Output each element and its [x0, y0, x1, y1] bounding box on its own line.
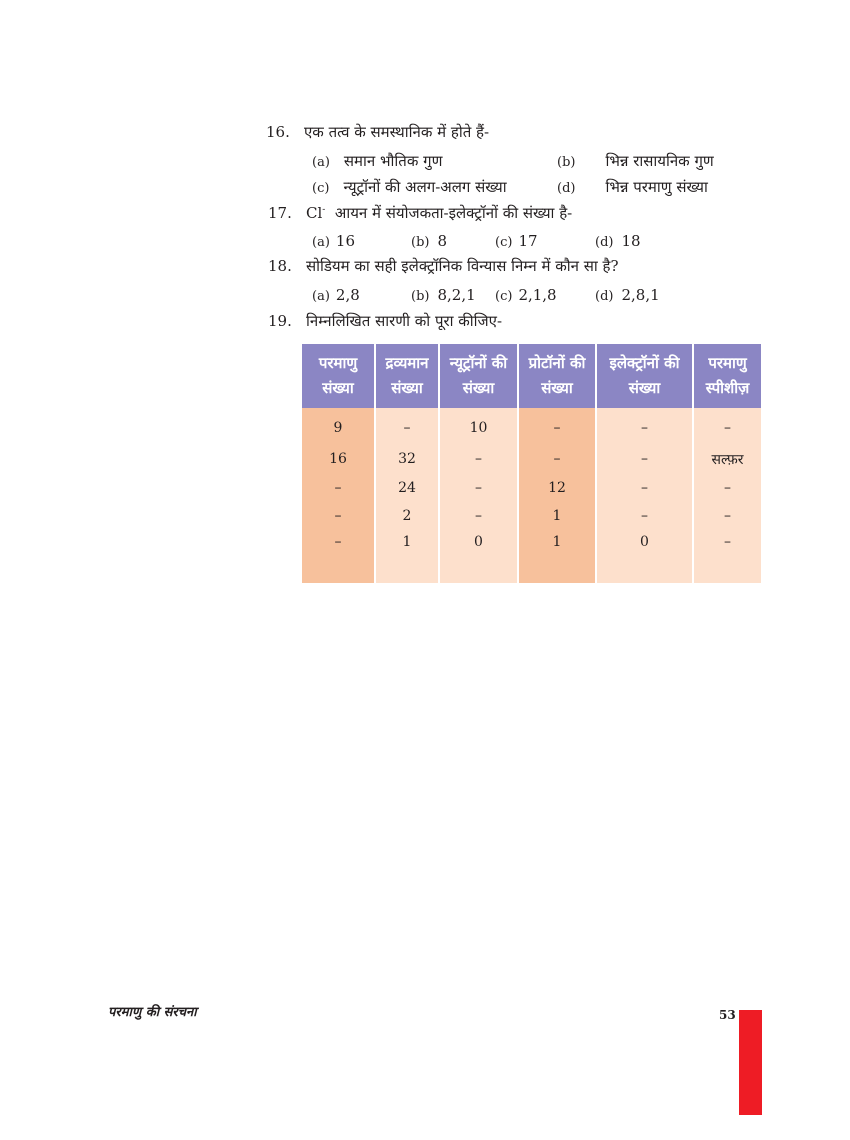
ion-charge: - — [322, 205, 326, 215]
option-16c — [312, 177, 507, 197]
table-cell: 32 — [376, 444, 440, 474]
table-cell: – — [440, 444, 519, 474]
table-cell: – — [694, 474, 761, 502]
option-text: 16 — [335, 232, 355, 250]
option-label: (d) — [595, 289, 614, 304]
question-text: एक तत्व के समस्थानिक में होते हैं- — [304, 123, 490, 141]
table-cell: 12 — [519, 474, 597, 502]
table-cell: 2 — [376, 502, 440, 529]
table-cell: – — [597, 502, 694, 529]
table-row — [302, 502, 761, 529]
table-cell — [694, 554, 761, 583]
header-atomic-species: परमाणु स्पीशीज़ — [694, 344, 761, 408]
table-cell — [519, 554, 597, 583]
option-text: 8,2,1 — [437, 286, 476, 304]
option-label: (b) — [557, 155, 576, 170]
table-cell: – — [519, 444, 597, 474]
option-text: भिन्न रासायनिक गुण — [605, 152, 714, 170]
option-label: (b) — [411, 289, 430, 304]
option-17b — [411, 232, 447, 250]
table-cell: 0 — [440, 529, 519, 554]
option-label: (a) — [312, 289, 330, 304]
option-16d — [557, 177, 708, 197]
option-label: (c) — [312, 181, 330, 196]
chapter-title: परमाणु की संरचना — [108, 1005, 197, 1020]
table-row — [302, 554, 761, 583]
table-cell: – — [597, 408, 694, 444]
option-18d — [595, 286, 660, 304]
table-cell — [440, 554, 519, 583]
option-label: (a) — [312, 235, 330, 250]
table-row — [302, 444, 761, 474]
question-text: निम्नलिखित सारणी को पूरा कीजिए- — [306, 312, 503, 330]
option-17d — [595, 232, 641, 250]
table-cell: – — [440, 502, 519, 529]
table-cell: 9 — [302, 408, 376, 444]
header-neutrons: न्यूट्रॉनों की संख्या — [440, 344, 519, 408]
table-cell: 1 — [519, 502, 597, 529]
atom-table — [302, 344, 761, 583]
chloride-ion: Cl — [306, 204, 323, 222]
option-label: (a) — [312, 155, 330, 170]
option-text: समान भौतिक गुण — [343, 152, 443, 170]
option-17c — [495, 232, 538, 250]
option-18b — [411, 286, 476, 304]
table-cell: – — [597, 474, 694, 502]
table-row — [302, 474, 761, 502]
question-17 — [268, 203, 572, 223]
header-mass-number: द्रव्यमान संख्या — [376, 344, 440, 408]
question-19 — [268, 311, 502, 331]
question-number: 16. — [266, 123, 290, 141]
option-text: 2,8 — [335, 286, 360, 304]
table-cell: – — [302, 474, 376, 502]
header-atomic-number: परमाणु संख्या — [302, 344, 376, 408]
table-cell: – — [694, 502, 761, 529]
table-cell: – — [694, 529, 761, 554]
table-cell — [376, 554, 440, 583]
table-row — [302, 529, 761, 554]
table-cell — [302, 554, 376, 583]
table-cell — [597, 554, 694, 583]
option-18c — [495, 286, 557, 304]
option-18a — [312, 286, 360, 304]
table-cell: – — [302, 502, 376, 529]
header-protons: प्रोटॉनों की संख्या — [519, 344, 597, 408]
table-cell: 24 — [376, 474, 440, 502]
page-accent-bar — [739, 1010, 762, 1115]
table-cell: 1 — [376, 529, 440, 554]
option-17a — [312, 232, 355, 250]
option-text: 18 — [621, 232, 641, 250]
table-cell: 16 — [302, 444, 376, 474]
table-cell: 0 — [597, 529, 694, 554]
question-18 — [268, 256, 619, 276]
option-label: (c) — [495, 289, 513, 304]
option-label: (b) — [411, 235, 430, 250]
table-cell: – — [376, 408, 440, 444]
option-text: 17 — [518, 232, 538, 250]
question-16 — [266, 122, 489, 142]
option-text: भिन्न परमाणु संख्या — [605, 178, 708, 196]
table-cell: सल्फ़र — [694, 444, 761, 474]
option-text: 2,8,1 — [621, 286, 660, 304]
question-number: 17. — [268, 204, 292, 222]
question-number: 18. — [268, 257, 292, 275]
table-header-row — [302, 344, 761, 408]
question-text: आयन में संयोजकता-इलेक्ट्रॉनों की संख्या है- — [334, 204, 573, 222]
table-cell: 1 — [519, 529, 597, 554]
table-cell: – — [519, 408, 597, 444]
option-label: (d) — [557, 181, 576, 196]
table-cell: – — [302, 529, 376, 554]
page-number: 53 — [719, 1008, 736, 1022]
option-16b — [557, 151, 714, 171]
table-cell: – — [597, 444, 694, 474]
table-row — [302, 408, 761, 444]
option-text: न्यूट्रॉनों की अलग-अलग संख्या — [343, 178, 507, 196]
option-label: (d) — [595, 235, 614, 250]
table-cell: – — [694, 408, 761, 444]
question-number: 19. — [268, 312, 292, 330]
option-label: (c) — [495, 235, 513, 250]
table-cell: 10 — [440, 408, 519, 444]
header-electrons: इलेक्ट्रॉनों की संख्या — [597, 344, 694, 408]
option-text: 8 — [437, 232, 448, 250]
question-text: सोडियम का सही इलेक्ट्रॉनिक विन्यास निम्न में कौन सा है? — [306, 257, 619, 275]
table-cell: – — [440, 474, 519, 502]
option-text: 2,1,8 — [518, 286, 557, 304]
option-16a — [312, 151, 442, 171]
